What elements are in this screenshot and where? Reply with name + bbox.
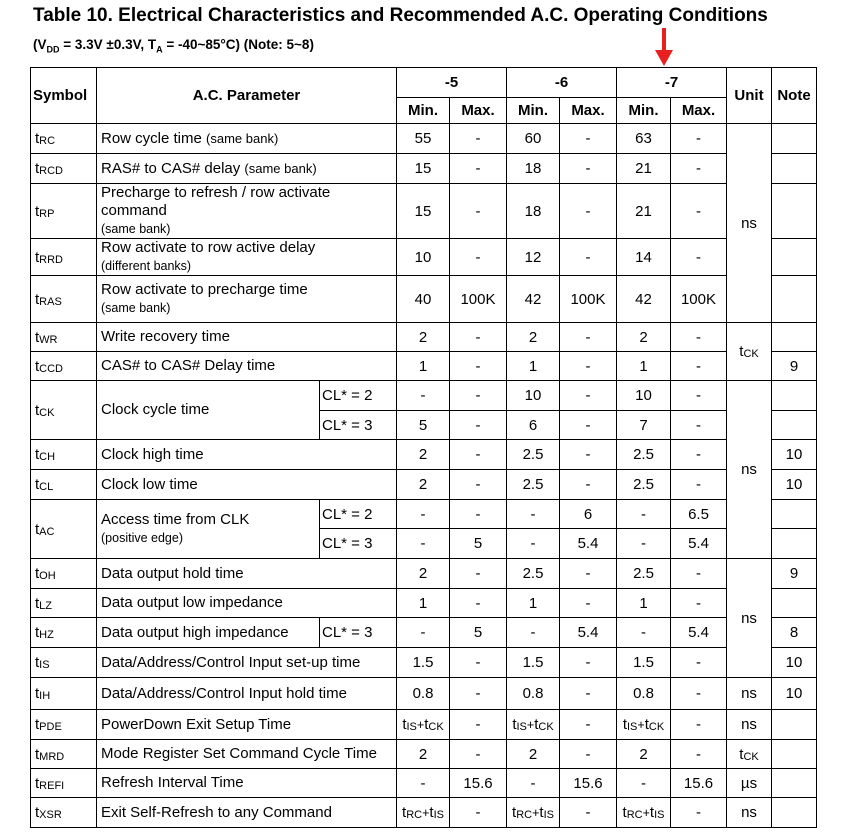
value-cell: 2.5 — [507, 559, 560, 589]
value-cell: 100K — [560, 276, 617, 323]
value-cell: 2 — [507, 323, 560, 352]
value-cell: - — [617, 618, 671, 648]
value-cell: - — [671, 648, 727, 678]
cas-latency-cell: CL* = 2 — [320, 381, 397, 411]
parameter-cell: Data output low impedance — [97, 589, 397, 618]
value-cell: - — [397, 381, 450, 411]
value-cell: $t_{IS}+t_{CK}$ — [397, 710, 450, 740]
table-row — [31, 500, 817, 529]
unit-cell: ns — [727, 678, 772, 710]
note-cell — [772, 276, 817, 323]
symbol-cell: $t_{RAS}$ — [31, 276, 97, 323]
value-cell: 5.4 — [560, 618, 617, 648]
value-cell: - — [450, 154, 507, 184]
note-cell — [772, 710, 817, 740]
note-cell: 10 — [772, 470, 817, 500]
value-cell: 15 — [397, 154, 450, 184]
value-cell: 2.5 — [617, 559, 671, 589]
note-cell — [772, 411, 817, 440]
symbol-cell: $t_{PDE}$ — [31, 710, 97, 740]
value-cell: 42 — [507, 276, 560, 323]
value-cell: - — [671, 440, 727, 470]
value-cell: 2 — [617, 323, 671, 352]
symbol-cell: $t_{REFI}$ — [31, 769, 97, 798]
value-cell: - — [560, 381, 617, 411]
symbol-cell: $t_{IS}$ — [31, 648, 97, 678]
value-cell: - — [450, 239, 507, 276]
value-cell: 15.6 — [671, 769, 727, 798]
value-cell: - — [507, 618, 560, 648]
parameter-cell: Clock cycle time — [97, 381, 320, 440]
note-cell — [772, 500, 817, 529]
parameter-cell: Row cycle time (same bank) — [97, 124, 397, 154]
value-cell: 6.5 — [671, 500, 727, 529]
value-cell: 21 — [617, 154, 671, 184]
unit-cell: ns — [727, 559, 772, 678]
value-cell: 1 — [617, 589, 671, 618]
cas-latency-cell: CL* = 3 — [320, 529, 397, 559]
note-cell — [772, 740, 817, 769]
header-unit: Unit — [727, 68, 772, 124]
value-cell: - — [671, 411, 727, 440]
value-cell: 5 — [450, 618, 507, 648]
note-cell — [772, 529, 817, 559]
value-cell: - — [671, 323, 727, 352]
table-row — [31, 618, 817, 648]
value-cell: 1 — [397, 589, 450, 618]
parameter-cell: Clock low time — [97, 470, 397, 500]
value-cell: - — [397, 529, 450, 559]
symbol-cell: $t_{RC}$ — [31, 124, 97, 154]
value-cell: 2 — [507, 740, 560, 769]
value-cell: 2 — [397, 440, 450, 470]
symbol-cell: $t_{XSR}$ — [31, 798, 97, 828]
value-cell: 21 — [617, 184, 671, 239]
parameter-cell: PowerDown Exit Setup Time — [97, 710, 397, 740]
value-cell: - — [560, 154, 617, 184]
value-cell: - — [671, 381, 727, 411]
table-row — [31, 559, 817, 589]
cas-latency-cell: CL* = 2 — [320, 500, 397, 529]
value-cell: 100K — [671, 276, 727, 323]
symbol-cell: $t_{OH}$ — [31, 559, 97, 589]
value-cell: - — [560, 740, 617, 769]
value-cell: - — [450, 381, 507, 411]
value-cell: 5.4 — [560, 529, 617, 559]
table-subtitle: ($V_{DD} = 3.3V \pm 0.3V$, $T_A$ = -40~85°C) (Note: 5~8) — [33, 37, 314, 55]
unit-cell: µs — [727, 769, 772, 798]
parameter-cell: Data/Address/Control Input set-up time — [97, 648, 397, 678]
value-cell: - — [671, 124, 727, 154]
unit-cell: ns — [727, 798, 772, 828]
header-row-1 — [31, 68, 817, 98]
value-cell: 6 — [507, 411, 560, 440]
note-cell — [772, 184, 817, 239]
parameter-cell: Mode Register Set Command Cycle Time — [97, 740, 397, 769]
symbol-cell: $t_{RCD}$ — [31, 154, 97, 184]
value-cell: - — [560, 352, 617, 381]
value-cell: 42 — [617, 276, 671, 323]
note-cell — [772, 124, 817, 154]
value-cell: 1.5 — [507, 648, 560, 678]
unit-cell: $t_{CK}$ — [727, 323, 772, 381]
value-cell: - — [450, 352, 507, 381]
value-cell: - — [450, 184, 507, 239]
value-cell: - — [560, 184, 617, 239]
table-row — [31, 323, 817, 352]
value-cell: - — [560, 239, 617, 276]
header-speed-5: -5 — [397, 68, 507, 98]
value-cell: 5.4 — [671, 529, 727, 559]
table-title: Table 10. Electrical Characteristics and Recommended A.C. Operating Conditions — [33, 5, 768, 26]
note-cell — [772, 798, 817, 828]
value-cell: - — [397, 618, 450, 648]
header-min: Min. — [617, 98, 671, 124]
value-cell: 10 — [397, 239, 450, 276]
table-row — [31, 648, 817, 678]
table-row — [31, 678, 817, 710]
header-ac-parameter: A.C. Parameter — [97, 68, 397, 124]
header-symbol: Symbol — [31, 68, 97, 124]
value-cell: - — [671, 184, 727, 239]
value-cell: $t_{RC}+t_{IS}$ — [617, 798, 671, 828]
value-cell: 55 — [397, 124, 450, 154]
value-cell: - — [450, 470, 507, 500]
parameter-cell: Data output high impedance — [97, 618, 320, 648]
table-row — [31, 740, 817, 769]
value-cell: 0.8 — [507, 678, 560, 710]
value-cell: - — [507, 529, 560, 559]
parameter-cell: Exit Self-Refresh to any Command — [97, 798, 397, 828]
value-cell: $t_{RC}+t_{IS}$ — [397, 798, 450, 828]
value-cell: 15.6 — [450, 769, 507, 798]
value-cell: 2.5 — [507, 440, 560, 470]
value-cell: 1 — [617, 352, 671, 381]
symbol-cell: $t_{RP}$ — [31, 184, 97, 239]
value-cell: $t_{RC}+t_{IS}$ — [507, 798, 560, 828]
parameter-cell: Row activate to precharge time (same bank) — [97, 276, 397, 323]
value-cell: - — [450, 589, 507, 618]
value-cell: 0.8 — [617, 678, 671, 710]
symbol-cell: $t_{RRD}$ — [31, 239, 97, 276]
value-cell: - — [450, 678, 507, 710]
note-cell — [772, 589, 817, 618]
header-max: Max. — [671, 98, 727, 124]
value-cell: 63 — [617, 124, 671, 154]
value-cell: 7 — [617, 411, 671, 440]
value-cell: - — [560, 710, 617, 740]
value-cell: 2 — [397, 559, 450, 589]
value-cell: - — [617, 529, 671, 559]
symbol-cell: $t_{LZ}$ — [31, 589, 97, 618]
symbol-cell: $t_{CK}$ — [31, 381, 97, 440]
value-cell: - — [560, 124, 617, 154]
note-cell: 9 — [772, 352, 817, 381]
ac-characteristics-table — [30, 67, 817, 828]
value-cell: 2 — [397, 323, 450, 352]
table-row — [31, 710, 817, 740]
value-cell: 10 — [507, 381, 560, 411]
symbol-cell: $t_{AC}$ — [31, 500, 97, 559]
header-min: Min. — [507, 98, 560, 124]
value-cell: 5.4 — [671, 618, 727, 648]
header-speed-6: -6 — [507, 68, 617, 98]
value-cell: 60 — [507, 124, 560, 154]
note-cell: 9 — [772, 559, 817, 589]
value-cell: 1.5 — [617, 648, 671, 678]
value-cell: 0.8 — [397, 678, 450, 710]
note-cell: 10 — [772, 648, 817, 678]
symbol-cell: $t_{HZ}$ — [31, 618, 97, 648]
value-cell: - — [560, 648, 617, 678]
value-cell: - — [560, 323, 617, 352]
value-cell: 2.5 — [617, 440, 671, 470]
header-note: Note — [772, 68, 817, 124]
value-cell: - — [671, 798, 727, 828]
value-cell: - — [450, 124, 507, 154]
value-cell: - — [671, 589, 727, 618]
value-cell: - — [671, 154, 727, 184]
value-cell: 1 — [397, 352, 450, 381]
value-cell: - — [617, 769, 671, 798]
note-cell — [772, 323, 817, 352]
table-row — [31, 589, 817, 618]
value-cell: 1 — [507, 589, 560, 618]
parameter-cell: Access time from CLK (positive edge) — [97, 500, 320, 559]
note-cell: 10 — [772, 678, 817, 710]
value-cell: 15.6 — [560, 769, 617, 798]
value-cell: - — [450, 500, 507, 529]
header-max: Max. — [560, 98, 617, 124]
cas-latency-cell: CL* = 3 — [320, 411, 397, 440]
value-cell: - — [671, 470, 727, 500]
parameter-cell: Precharge to refresh / row activate command (same bank) — [97, 184, 397, 239]
value-cell: - — [450, 559, 507, 589]
value-cell: - — [397, 769, 450, 798]
value-cell: - — [560, 678, 617, 710]
symbol-cell: $t_{CL}$ — [31, 470, 97, 500]
table-row — [31, 276, 817, 323]
value-cell: 2 — [617, 740, 671, 769]
value-cell: - — [450, 740, 507, 769]
symbol-cell: $t_{MRD}$ — [31, 740, 97, 769]
value-cell: - — [507, 769, 560, 798]
value-cell: 2 — [397, 740, 450, 769]
value-cell: 18 — [507, 154, 560, 184]
value-cell: - — [450, 798, 507, 828]
value-cell: 10 — [617, 381, 671, 411]
value-cell: - — [560, 440, 617, 470]
value-cell: - — [671, 239, 727, 276]
value-cell: - — [671, 352, 727, 381]
value-cell: - — [560, 470, 617, 500]
value-cell: 2.5 — [507, 470, 560, 500]
value-cell: - — [671, 559, 727, 589]
value-cell: 2 — [397, 470, 450, 500]
value-cell: - — [671, 678, 727, 710]
unit-cell: ns — [727, 381, 772, 559]
symbol-cell: $t_{IH}$ — [31, 678, 97, 710]
table-row — [31, 154, 817, 184]
parameter-cell: Data output hold time — [97, 559, 397, 589]
value-cell: 40 — [397, 276, 450, 323]
parameter-cell: Data/Address/Control Input hold time — [97, 678, 397, 710]
value-cell: - — [450, 323, 507, 352]
table-row — [31, 470, 817, 500]
unit-cell: ns — [727, 710, 772, 740]
unit-cell: $t_{CK}$ — [727, 740, 772, 769]
header-min: Min. — [397, 98, 450, 124]
note-cell — [772, 154, 817, 184]
symbol-cell: $t_{WR}$ — [31, 323, 97, 352]
value-cell: - — [560, 411, 617, 440]
cas-latency-cell: CL* = 3 — [320, 618, 397, 648]
value-cell: - — [397, 500, 450, 529]
value-cell: $t_{IS}+t_{CK}$ — [617, 710, 671, 740]
value-cell: 6 — [560, 500, 617, 529]
value-cell: 1 — [507, 352, 560, 381]
value-cell: - — [560, 559, 617, 589]
value-cell: $t_{IS}+t_{CK}$ — [507, 710, 560, 740]
table-row — [31, 798, 817, 828]
symbol-cell: $t_{CH}$ — [31, 440, 97, 470]
symbol-cell: $t_{CCD}$ — [31, 352, 97, 381]
value-cell: 2.5 — [617, 470, 671, 500]
value-cell: - — [450, 710, 507, 740]
note-cell: 10 — [772, 440, 817, 470]
parameter-cell: Refresh Interval Time — [97, 769, 397, 798]
parameter-cell: RAS# to CAS# delay (same bank) — [97, 154, 397, 184]
value-cell: - — [450, 648, 507, 678]
red-down-arrow-icon — [653, 28, 675, 68]
table-row — [31, 381, 817, 411]
value-cell: - — [671, 710, 727, 740]
table-row — [31, 440, 817, 470]
table-row — [31, 184, 817, 239]
table-row — [31, 352, 817, 381]
value-cell: - — [617, 500, 671, 529]
value-cell: 18 — [507, 184, 560, 239]
table-row — [31, 124, 817, 154]
header-max: Max. — [450, 98, 507, 124]
note-cell — [772, 769, 817, 798]
note-cell: 8 — [772, 618, 817, 648]
table-row — [31, 769, 817, 798]
table-row — [31, 239, 817, 276]
value-cell: 100K — [450, 276, 507, 323]
value-cell: 5 — [450, 529, 507, 559]
note-cell — [772, 239, 817, 276]
parameter-cell: Row activate to row active delay (different banks) — [97, 239, 397, 276]
value-cell: 14 — [617, 239, 671, 276]
value-cell: 15 — [397, 184, 450, 239]
value-cell: 5 — [397, 411, 450, 440]
value-cell: - — [450, 411, 507, 440]
parameter-cell: Write recovery time — [97, 323, 397, 352]
value-cell: 12 — [507, 239, 560, 276]
parameter-cell: CAS# to CAS# Delay time — [97, 352, 397, 381]
header-speed-7: -7 — [617, 68, 727, 98]
parameter-cell: Clock high time — [97, 440, 397, 470]
value-cell: - — [560, 798, 617, 828]
unit-cell: ns — [727, 124, 772, 323]
note-cell — [772, 381, 817, 411]
value-cell: 1.5 — [397, 648, 450, 678]
value-cell: - — [450, 440, 507, 470]
value-cell: - — [671, 740, 727, 769]
value-cell: - — [560, 589, 617, 618]
value-cell: - — [507, 500, 560, 529]
